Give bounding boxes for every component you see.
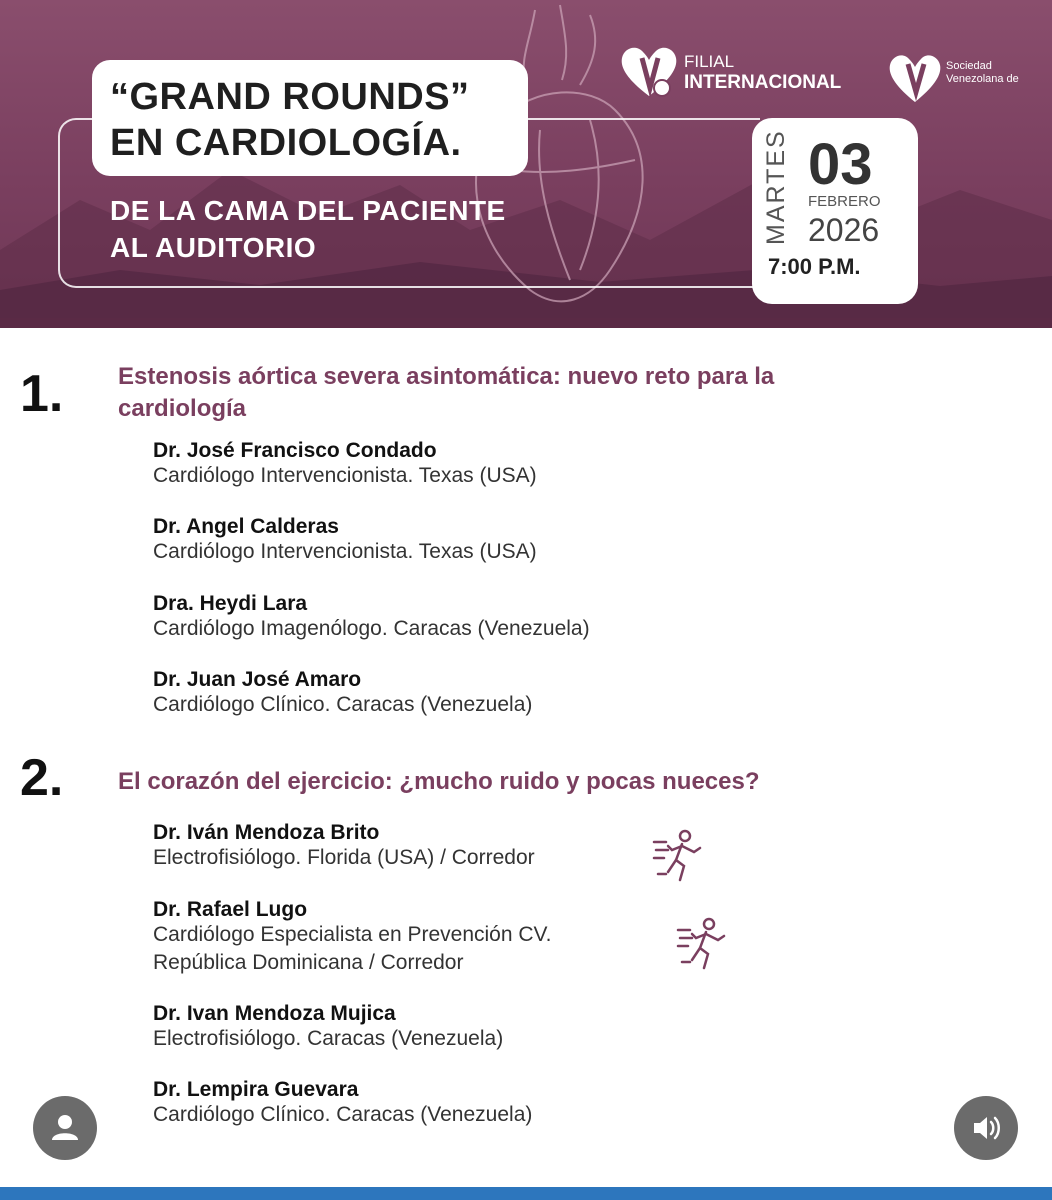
- runner-icon: [676, 916, 730, 972]
- speaker-icon: [954, 1096, 1018, 1160]
- speaker-role: Cardiólogo Intervencionista. Texas (USA): [153, 540, 537, 563]
- section-title-2: El corazón del ejercicio: ¿mucho ruido y pocas nueces?: [118, 768, 760, 795]
- speaker-name: Dr. Ivan Mendoza Mujica: [153, 1002, 396, 1025]
- year-label: 2026: [808, 212, 880, 248]
- speaker-name: Dra. Heydi Lara: [153, 592, 308, 615]
- speaker-role: Cardiólogo Imagenólogo. Caracas (Venezuela): [153, 617, 590, 640]
- day-number: 03: [808, 132, 873, 197]
- speaker-name: Dr. Rafael Lugo: [153, 898, 308, 921]
- runner-icon: [652, 828, 706, 884]
- filial-logo-line-2: INTERNACIONAL: [684, 72, 842, 93]
- speaker-role: Electrofisiólogo. Florida (USA) / Corredor: [153, 846, 535, 869]
- speaker-name: Dr. José Francisco Condado: [153, 439, 437, 462]
- sociedad-logo-line-1: Sociedad: [946, 60, 992, 72]
- speaker-name: Dr. Lempira Guevara: [153, 1078, 359, 1101]
- title-card: [92, 60, 528, 176]
- speaker-role: Electrofisiólogo. Caracas (Venezuela): [153, 1027, 504, 1050]
- month-label: FEBRERO: [808, 193, 881, 210]
- person-icon: [33, 1096, 97, 1160]
- filial-heart-logo-icon: [618, 44, 680, 100]
- speaker-name: Dr. Angel Calderas: [153, 515, 339, 538]
- event-time: 7:00 P.M.: [768, 254, 861, 279]
- profile-button[interactable]: [33, 1096, 97, 1160]
- title-line-2: EN CARDIOLOGÍA.: [110, 122, 462, 164]
- weekday-label: MARTES: [762, 129, 790, 245]
- section-title-1-line-1: Estenosis aórtica severa asintomática: nuevo reto para la: [118, 363, 775, 390]
- audio-toggle-button[interactable]: [954, 1096, 1018, 1160]
- speaker-role: Cardiólogo Clínico. Caracas (Venezuela): [153, 693, 533, 716]
- speaker-role: Cardiólogo Especialista en Prevención CV.: [153, 923, 552, 946]
- speaker-name: Dr. Iván Mendoza Brito: [153, 821, 380, 844]
- bottom-accent-bar: [0, 1187, 1052, 1200]
- speaker-role-line-2: República Dominicana / Corredor: [153, 951, 464, 974]
- speaker-name: Dr. Juan José Amaro: [153, 668, 362, 691]
- subtitle-line-2: AL AUDITORIO: [110, 232, 317, 263]
- subtitle-line-1: DE LA CAMA DEL PACIENTE: [110, 195, 506, 226]
- sociedad-heart-logo-icon: [886, 52, 944, 104]
- speaker-role: Cardiólogo Intervencionista. Texas (USA): [153, 464, 537, 487]
- sociedad-logo-line-2: Venezolana de: [946, 73, 1019, 85]
- title-line-1: “GRAND ROUNDS”: [110, 76, 470, 118]
- event-banner: [0, 0, 1052, 328]
- section-number-2: 2.: [20, 749, 64, 807]
- speaker-role: Cardiólogo Clínico. Caracas (Venezuela): [153, 1103, 533, 1126]
- section-number-1: 1.: [20, 365, 64, 423]
- filial-logo-line-1: FILIAL: [684, 52, 735, 71]
- section-title-1-line-2: cardiología: [118, 395, 247, 422]
